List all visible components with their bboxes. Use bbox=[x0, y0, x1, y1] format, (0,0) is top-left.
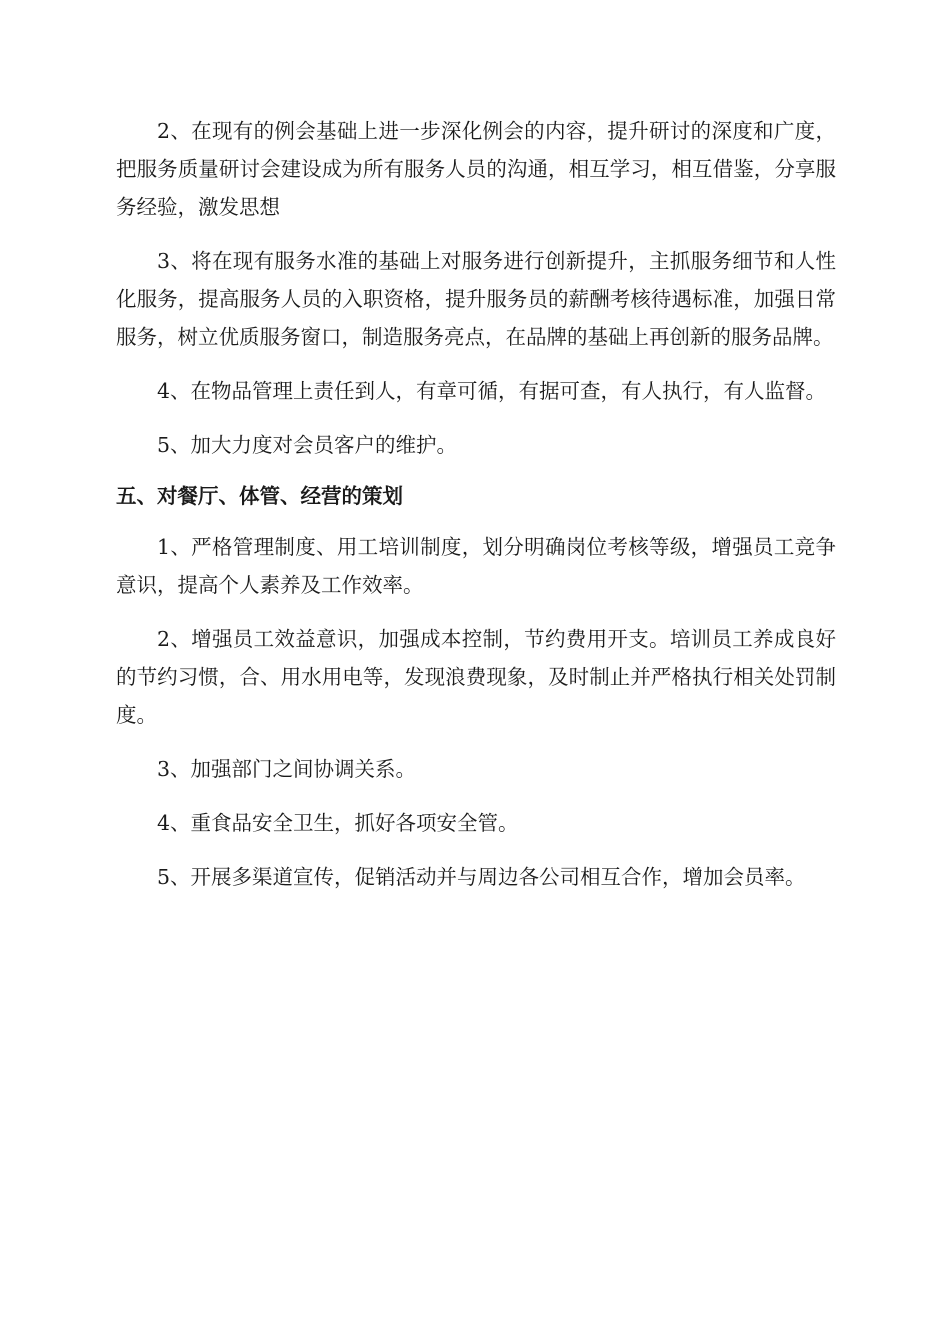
section-paragraph-3: 3、加强部门之间协调关系。 bbox=[157, 757, 417, 781]
section-paragraph-4: 4、重食品安全卫生，抓好各项安全管。 bbox=[157, 811, 519, 835]
document-body bbox=[116, 112, 836, 896]
section-paragraph-2: 2、增强员工效益意识，加强成本控制，节约费用开支。培训员工养成良好的节约习惯，合、用水用电等，发现浪费现象，及时制止并严格执行相关处罚制度。 bbox=[116, 627, 836, 727]
section-heading: 五、对餐厅、体管、经营的策划 bbox=[116, 484, 403, 508]
paragraph-item-5: 5、加大力度对会员客户的维护。 bbox=[157, 433, 458, 457]
paragraph-item-3: 3、将在现有服务水准的基础上对服务进行创新提升，主抓服务细节和人性化服务，提高服务人员的入职资格，提升服务员的薪酬考核待遇标准，加强日常服务，树立优质服务窗口，制造服务亮点，在品牌的基础上再创新的服务品牌。 bbox=[116, 249, 836, 349]
paragraph-item-2: 2、在现有的例会基础上进一步深化例会的内容，提升研讨的深度和广度，把服务质量研讨会建设成为所有服务人员的沟通，相互学习，相互借鉴，分享服务经验，激发思想 bbox=[116, 119, 836, 219]
section-paragraph-1: 1、严格管理制度、用工培训制度，划分明确岗位考核等级，增强员工竞争意识，提高个人素养及工作效率。 bbox=[116, 535, 836, 597]
section-paragraph-5: 5、开展多渠道宣传，促销活动并与周边各公司相互合作，增加会员率。 bbox=[157, 865, 806, 889]
paragraph-item-4: 4、在物品管理上责任到人，有章可循，有据可查，有人执行，有人监督。 bbox=[157, 379, 827, 403]
